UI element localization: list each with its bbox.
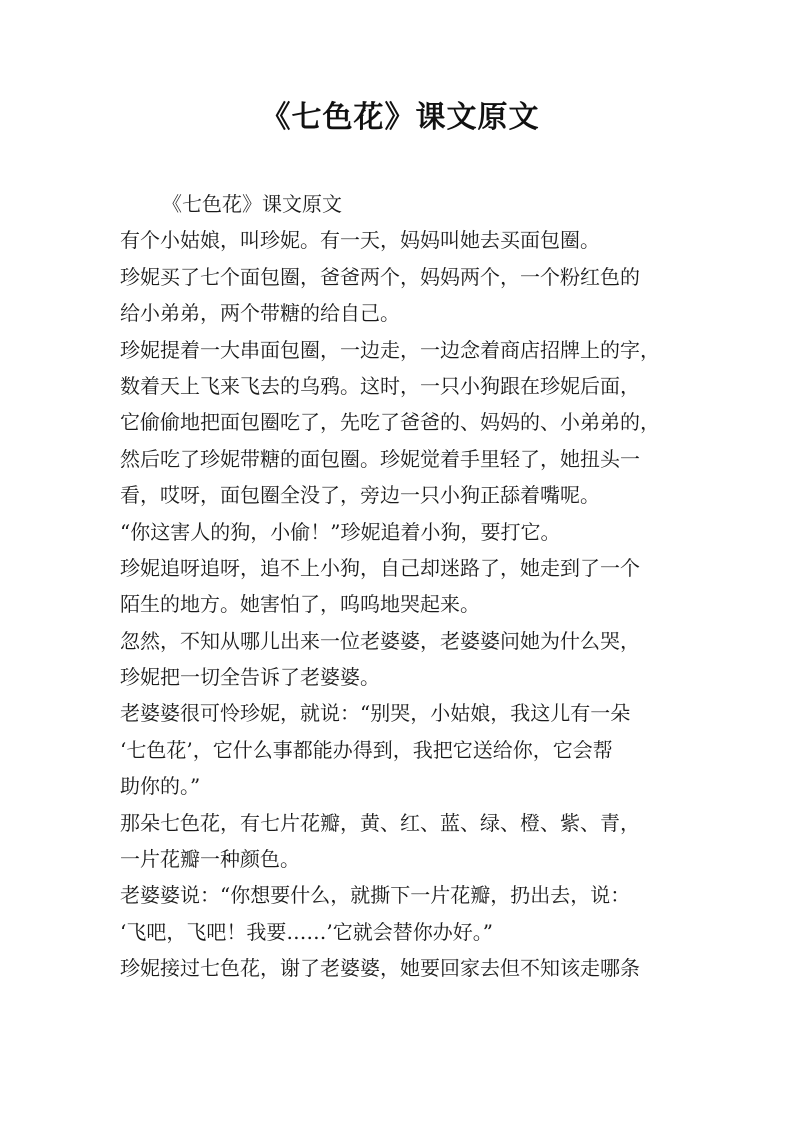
text-line: 珍妮追呀追呀，追不上小狗，自己却迷路了，她走到了一个 bbox=[120, 555, 640, 580]
text-line: 然后吃了珍妮带糖的面包圈。珍妮觉着手里轻了，她扭头一 bbox=[120, 446, 640, 471]
text-line: 珍妮把一切全告诉了老婆婆。 bbox=[120, 665, 380, 690]
text-line: 珍妮买了七个面包圈，爸爸两个，妈妈两个，一个粉红色的 bbox=[120, 264, 640, 289]
text-line: 忽然，不知从哪儿出来一位老婆婆，老婆婆问她为什么哭， bbox=[120, 628, 640, 653]
text-line: 看，哎呀，面包圈全没了，旁边一只小狗正舔着嘴呢。 bbox=[120, 483, 600, 508]
text-line: 助你的。” bbox=[120, 774, 201, 799]
page-title: 《七色花》课文原文 bbox=[260, 100, 540, 135]
text-line: 数着天上飞来飞去的乌鸦。这时，一只小狗跟在珍妮后面， bbox=[120, 373, 640, 398]
text-line: 一片花瓣一种颜色。 bbox=[120, 847, 300, 872]
text-line: ‘飞吧，飞吧！我要……’它就会替你办好。” bbox=[120, 919, 493, 944]
text-line: 《七色花》课文原文 bbox=[162, 192, 342, 216]
body-text bbox=[120, 186, 700, 987]
text-line: 珍妮提着一大串面包圈，一边走，一边念着商店招牌上的字， bbox=[120, 337, 660, 362]
text-line: 有个小姑娘，叫珍妮。有一天，妈妈叫她去买面包圈。 bbox=[120, 228, 600, 253]
text-line: 陌生的地方。她害怕了，呜呜地哭起来。 bbox=[120, 592, 480, 617]
text-line: 它偷偷地把面包圈吃了，先吃了爸爸的、妈妈的、小弟弟的， bbox=[120, 410, 660, 435]
text-line: 那朵七色花，有七片花瓣，黄、红、蓝、绿、橙、紫、青， bbox=[120, 810, 640, 835]
text-line: 给小弟弟，两个带糖的给自己。 bbox=[120, 301, 400, 326]
text-line: 珍妮接过七色花，谢了老婆婆，她要回家去但不知该走哪条 bbox=[120, 956, 640, 981]
text-line: 老婆婆很可怜珍妮，就说：“别哭，小姑娘，我这儿有一朵 bbox=[120, 701, 631, 726]
text-line: “你这害人的狗，小偷！”珍妮追着小狗，要打它。 bbox=[120, 519, 561, 544]
text-line: ‘七色花’，它什么事都能办得到，我把它送给你，它会帮 bbox=[120, 737, 613, 762]
text-line: 老婆婆说：“你想要什么，就撕下一片花瓣，扔出去，说： bbox=[120, 883, 631, 908]
